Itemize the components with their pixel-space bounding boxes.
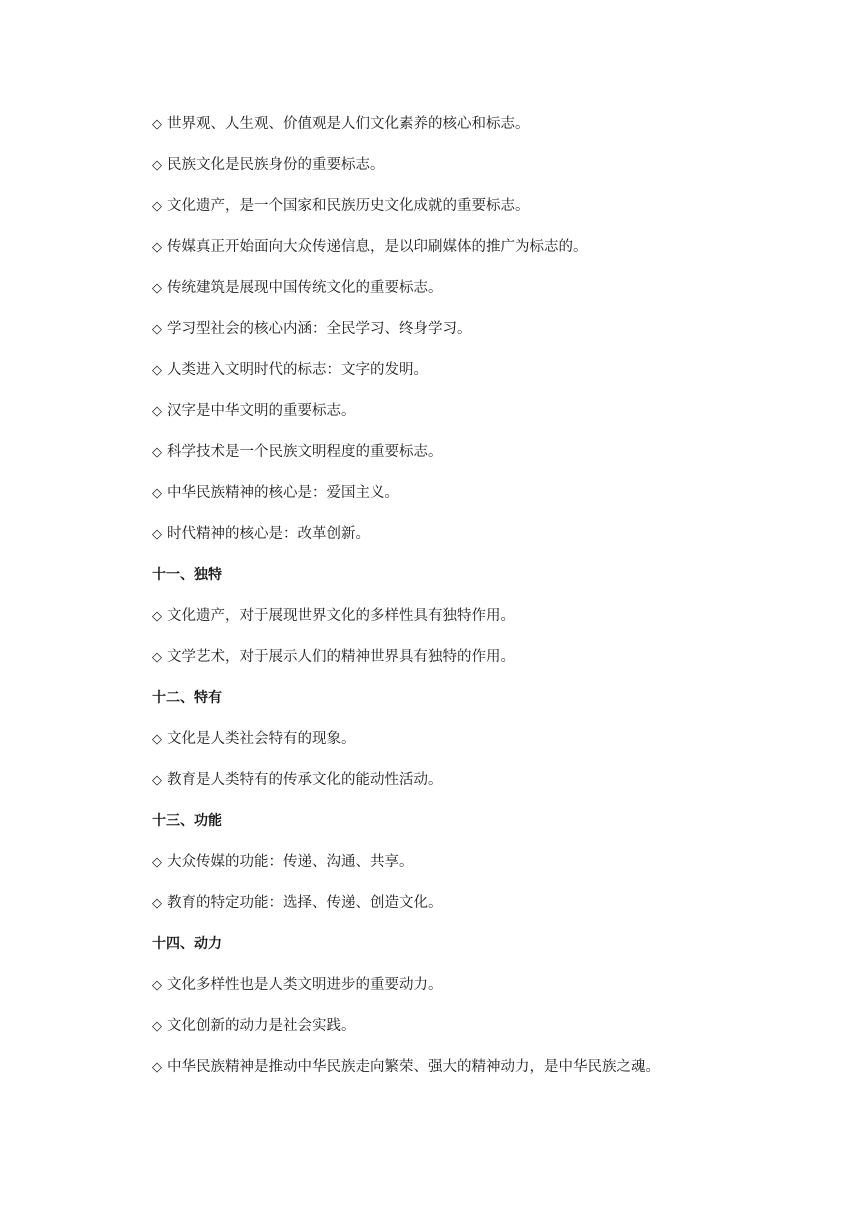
- diamond-bullet-icon: ◇: [152, 158, 162, 173]
- diamond-bullet-icon: ◇: [152, 404, 162, 419]
- diamond-bullet-icon: ◇: [152, 855, 162, 870]
- diamond-bullet-icon: ◇: [152, 650, 162, 665]
- list-item-text: 世界观、人生观、价值观是人们文化素养的核心和标志。: [167, 116, 530, 132]
- list-item: [152, 274, 792, 315]
- diamond-bullet-icon: ◇: [152, 363, 162, 378]
- diamond-bullet-icon: ◇: [152, 322, 162, 337]
- list-item-text: 时代精神的核心是：改革创新。: [167, 526, 370, 542]
- list-item: [152, 766, 792, 807]
- diamond-bullet-icon: ◇: [152, 199, 162, 214]
- diamond-bullet-icon: ◇: [152, 978, 162, 993]
- list-item: [152, 889, 792, 930]
- list-item-text: 中华民族精神是推动中华民族走向繁荣、强大的精神动力，是中华民族之魂。: [167, 1059, 660, 1075]
- list-item-text: 教育的特定功能：选择、传递、创造文化。: [167, 895, 443, 911]
- document-page: [152, 110, 792, 1094]
- diamond-bullet-icon: ◇: [152, 609, 162, 624]
- list-item-text: 文化遗产，是一个国家和民族历史文化成就的重要标志。: [167, 198, 530, 214]
- list-item: [152, 151, 792, 192]
- list-item-text: 大众传媒的功能：传递、沟通、共享。: [167, 854, 414, 870]
- diamond-bullet-icon: ◇: [152, 117, 162, 132]
- list-item: [152, 602, 792, 643]
- list-item: [152, 971, 792, 1012]
- list-item: [152, 643, 792, 684]
- list-item-text: 文化遗产，对于展现世界文化的多样性具有独特作用。: [167, 608, 515, 624]
- diamond-bullet-icon: ◇: [152, 486, 162, 501]
- diamond-bullet-icon: ◇: [152, 445, 162, 460]
- list-item: [152, 479, 792, 520]
- list-item-text: 文化是人类社会特有的现象。: [167, 731, 356, 747]
- diamond-bullet-icon: ◇: [152, 773, 162, 788]
- list-item: [152, 356, 792, 397]
- list-item: [152, 848, 792, 889]
- list-item-text: 传媒真正开始面向大众传递信息，是以印刷媒体的推广为标志的。: [167, 239, 588, 255]
- section-heading: 十二、特有: [152, 690, 222, 706]
- list-item-text: 中华民族精神的核心是：爱国主义。: [167, 485, 399, 501]
- list-item-text: 人类进入文明时代的标志：文字的发明。: [167, 362, 428, 378]
- list-item: [152, 192, 792, 233]
- list-item-text: 文化多样性也是人类文明进步的重要动力。: [167, 977, 443, 993]
- list-item-text: 教育是人类特有的传承文化的能动性活动。: [167, 772, 443, 788]
- list-item: [152, 520, 792, 561]
- diamond-bullet-icon: ◇: [152, 1060, 162, 1075]
- list-item: [152, 1012, 792, 1053]
- list-item-text: 学习型社会的核心内涵：全民学习、终身学习。: [167, 321, 472, 337]
- list-item-text: 民族文化是民族身份的重要标志。: [167, 157, 385, 173]
- list-item: [152, 438, 792, 479]
- section-heading: 十四、动力: [152, 936, 222, 952]
- diamond-bullet-icon: ◇: [152, 240, 162, 255]
- list-item: [152, 110, 792, 151]
- list-item: [152, 315, 792, 356]
- diamond-bullet-icon: ◇: [152, 281, 162, 296]
- diamond-bullet-icon: ◇: [152, 527, 162, 542]
- list-item: [152, 233, 792, 274]
- list-item-text: 科学技术是一个民族文明程度的重要标志。: [167, 444, 443, 460]
- list-item-text: 文化创新的动力是社会实践。: [167, 1018, 356, 1034]
- diamond-bullet-icon: ◇: [152, 732, 162, 747]
- list-item-text: 汉字是中华文明的重要标志。: [167, 403, 356, 419]
- section-heading: 十一、独特: [152, 567, 222, 583]
- list-item: [152, 725, 792, 766]
- diamond-bullet-icon: ◇: [152, 1019, 162, 1034]
- section-heading: 十三、功能: [152, 813, 222, 829]
- list-item-text: 传统建筑是展现中国传统文化的重要标志。: [167, 280, 443, 296]
- list-item-text: 文学艺术，对于展示人们的精神世界具有独特的作用。: [167, 649, 515, 665]
- list-item: [152, 1053, 792, 1094]
- diamond-bullet-icon: ◇: [152, 896, 162, 911]
- list-item: [152, 397, 792, 438]
